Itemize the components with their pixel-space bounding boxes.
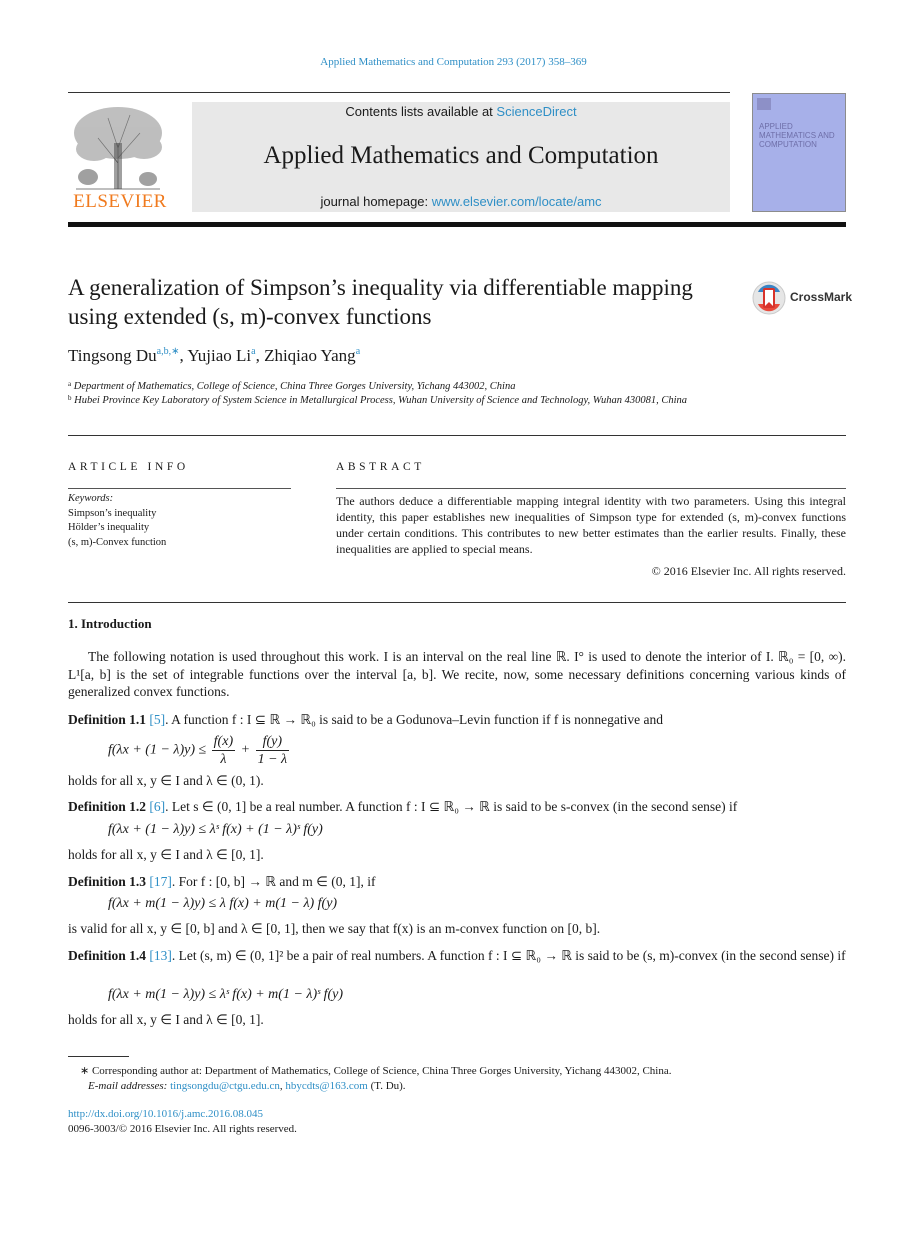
- author-list: Tingsong $Du^{a,b,∗}$, Yujiao Li$^a$, Zhiqiao Yang$^a$: [68, 346, 361, 365]
- article-info-heading: ARTICLE INFO: [68, 461, 189, 473]
- definition-1-1: [68, 711, 846, 729]
- intro-paragraph: The following notation is used throughout this work. I is an interval on the real line ℝ. I° is used to denote the interior of I. ℝ₀ = [0, ∞). L¹[a, b] is the set of integrable functions over the interval [a, b]. We recite, now, some necessary definitions concerning various kinds of generalized convex functions.: [68, 649, 846, 699]
- reference-link[interactable]: [13]: [149, 948, 172, 963]
- fraction-denominator: 1 − λ: [257, 752, 288, 767]
- keyword: Simpson’s inequality: [68, 507, 157, 519]
- fraction-denominator: λ: [220, 752, 227, 767]
- homepage-line: [192, 194, 730, 209]
- author-name[interactable]: Zhiqiao Yang: [264, 346, 356, 365]
- definition-label: Definition 1.2: [68, 799, 147, 814]
- article-title: A generalization of Simpson’s inequality via differentiable mapping using extended (s, m)-convex functions: [68, 275, 693, 329]
- homepage-link[interactable]: www.elsevier.com/locate/amc: [431, 194, 602, 209]
- definition-label: Definition 1.4: [68, 948, 147, 963]
- definition-1-2: [68, 798, 846, 816]
- definition-1-4: [68, 947, 846, 965]
- abstract-heading: ABSTRACT: [336, 461, 425, 473]
- definition-1-3: [68, 873, 846, 891]
- definition-after: holds for all x, y ∈ I and λ ∈ [0, 1].: [68, 1012, 264, 1027]
- equation-1-2: f(λx + (1 − λ)y) ≤ λˢ f(x) + (1 − λ)ˢ f(y): [108, 822, 323, 837]
- publisher-name: ELSEVIER: [73, 191, 167, 212]
- email-link[interactable]: tingsongdu@ctgu.edu.cn: [170, 1080, 280, 1092]
- fraction-numerator: f(y): [256, 733, 290, 751]
- author-marks[interactable]: a,b,∗: [156, 346, 180, 357]
- keyword: Hölder’s inequality: [68, 522, 150, 533]
- affiliation-text: Department of Mathematics, College of Science, China Three Gorges University, Yichang 443002, China: [73, 381, 516, 392]
- abstract-copyright: © 2016 Elsevier Inc. All rights reserved.: [651, 564, 846, 578]
- journal-cover[interactable]: [752, 93, 846, 212]
- journal-masthead: [192, 102, 730, 212]
- homepage-prefix: journal homepage:: [320, 194, 432, 209]
- fraction-numerator: f(x): [213, 734, 234, 749]
- masthead-rule: [68, 222, 846, 227]
- reference-link[interactable]: [17]: [149, 874, 172, 889]
- affiliation-mark: b: [68, 394, 72, 402]
- issn-line: 0096-3003/© 2016 Elsevier Inc. All rights reserved.: [68, 1123, 297, 1135]
- journal-citation[interactable]: Applied Mathematics and Computation 293 (2017) 358–369: [320, 56, 587, 68]
- email-label: E-mail addresses:: [88, 1080, 171, 1092]
- keyword: (s, m)-Convex function: [68, 536, 167, 548]
- definition-after: is valid for all x, y ∈ [0, b] and λ ∈ [0, 1], then we say that f(x) is an m-convex function on [0, b].: [68, 921, 601, 936]
- section-rule: [68, 435, 846, 436]
- definition-label: Definition 1.3: [68, 874, 147, 889]
- definition-text: . Let s ∈ (0, 1] be a real number. A function f : I ⊆ ℝ₀ → ℝ is said to be s-convex (in the second sense) if: [165, 799, 738, 814]
- crossmark-button[interactable]: [752, 280, 853, 316]
- header-rule: [68, 92, 730, 93]
- cover-title: APPLIED MATHEMATICS AND COMPUTATION: [759, 122, 835, 149]
- article-info-rule: [68, 488, 291, 489]
- author-name[interactable]: Tingsong Du: [68, 346, 157, 365]
- fraction: [256, 733, 290, 768]
- definition-text: . For f : [0, b] → ℝ and m ∈ (0, 1], if: [171, 874, 376, 889]
- abstract-text: The authors deduce a differentiable mapping integral identity with two parameters. Using this integral identity, this paper establishes new inequalities of Simpson type for extended (s, m)-convex functions under certain conditions. This contributes to new better estimates than the earlier results. Finally, these inequalities are applied to special means.: [336, 494, 846, 556]
- reference-link[interactable]: [6]: [149, 799, 166, 814]
- doi-link[interactable]: http://dx.doi.org/10.1016/j.amc.2016.08.045: [68, 1108, 264, 1120]
- crossmark-label: CrossMark: [790, 290, 853, 304]
- affiliation-mark: a: [68, 380, 72, 388]
- reference-link[interactable]: [5]: [149, 712, 166, 727]
- affiliation-text: Hubei Province Key Laboratory of System Science in Metallurgical Process, Wuhan University of Science and Technology, Wuhan 430081, China: [74, 395, 688, 406]
- contents-prefix: Contents lists available at: [345, 104, 497, 119]
- definition-after: holds for all x, y ∈ I and λ ∈ [0, 1].: [68, 847, 264, 862]
- email-separator: ,: [279, 1080, 286, 1092]
- journal-title: Applied Mathematics and Computation: [263, 142, 659, 169]
- equation-1-4: f(λx + m(1 − λ)y) ≤ λˢ f(x) + m(1 − λ)ˢ f(y): [108, 987, 343, 1002]
- email-link[interactable]: hbycdts@163.com: [285, 1080, 368, 1092]
- author-marks[interactable]: a: [251, 346, 256, 357]
- definition-after: holds for all x, y ∈ I and λ ∈ (0, 1).: [68, 773, 264, 788]
- crossmark-icon: [752, 280, 786, 316]
- keywords-label: Keywords:: [68, 493, 114, 504]
- definition-label: Definition 1.1: [68, 712, 147, 727]
- sciencedirect-link[interactable]: ScienceDirect: [496, 104, 577, 119]
- tree-icon: [68, 103, 168, 191]
- corresponding-footnote: ∗ Corresponding author at: Department of Mathematics, College of Science, China Three Gorges University, Yichang 443002, China.: [80, 1065, 672, 1077]
- abstract-rule: [336, 488, 846, 489]
- plus-sign: +: [240, 742, 251, 758]
- contents-line: [192, 104, 730, 119]
- fraction: [212, 733, 235, 768]
- keywords-block: [68, 492, 166, 550]
- footnote-rule: [68, 1056, 129, 1057]
- email-suffix: (T. Du).: [367, 1080, 406, 1092]
- definition-text: . Let (s, m) ∈ (0, 1]² be a pair of real numbers. A function f : I ⊆ ℝ₀ → ℝ is said to be (s, m)-convex (in the second sense) if: [171, 948, 846, 963]
- elsevier-mini-icon: [757, 98, 771, 110]
- section-heading: 1. Introduction: [68, 616, 152, 631]
- footnote-text: Corresponding author at: Department of Mathematics, College of Science, China Three Gorges University, Yichang 443002, China.: [91, 1065, 672, 1077]
- affiliation-b: [68, 391, 748, 408]
- author-marks[interactable]: a: [355, 346, 361, 357]
- section-rule: [68, 602, 846, 603]
- equation-1-1: [108, 733, 291, 768]
- elsevier-logo[interactable]: [68, 103, 172, 213]
- email-footnote: [88, 1080, 406, 1092]
- definition-text: . A function f : I ⊆ ℝ → ℝ₀ is said to be a Godunova–Levin function if f is nonnegative and: [165, 712, 663, 727]
- equation-1-3: f(λx + m(1 − λ)y) ≤ λ f(x) + m(1 − λ) f(y): [108, 896, 338, 911]
- author-name[interactable]: Yujiao Li: [187, 346, 252, 365]
- equation-left: f(λx + (1 − λ)y) ≤: [108, 742, 207, 758]
